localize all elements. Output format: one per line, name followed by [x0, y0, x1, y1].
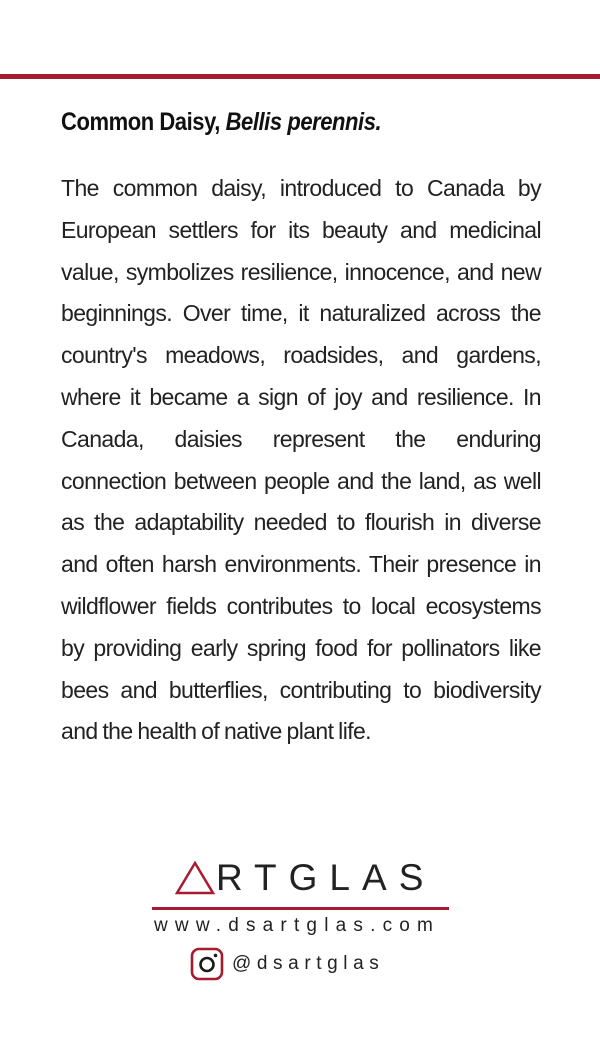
page-title	[61, 108, 381, 137]
common-name: Common Daisy,	[61, 108, 220, 136]
top-accent-rule	[0, 74, 600, 79]
description-paragraph: The common daisy, introduced to Canada by European settlers for its beauty and medicinal value, symbolizes resilience, innocence, and new beginnings. Over time, it naturalized across the country's meadows, roadsides, and gardens, where it became a sign of joy and resilience. In Canada, daisies represent the enduring connection between people and the land, as well as the adaptability needed to flourish in diverse and often harsh environments. Their presence in wildflower fields contributes to local ecosystems by providing early spring food for pollinators like bees and butterflies, contributing to biodiversity and the health of native plant life.	[61, 175, 541, 745]
website-link[interactable]: www.dsartglas.com	[154, 915, 441, 936]
triangle-icon	[175, 860, 215, 896]
instagram-handle: @dsartglas	[232, 953, 385, 974]
scientific-name: Bellis perennis.	[225, 108, 382, 136]
logo-wordmark: RTGLAS	[216, 857, 436, 898]
instagram-icon	[190, 947, 224, 981]
brand-logo	[150, 852, 450, 912]
logo-underline	[152, 907, 449, 910]
